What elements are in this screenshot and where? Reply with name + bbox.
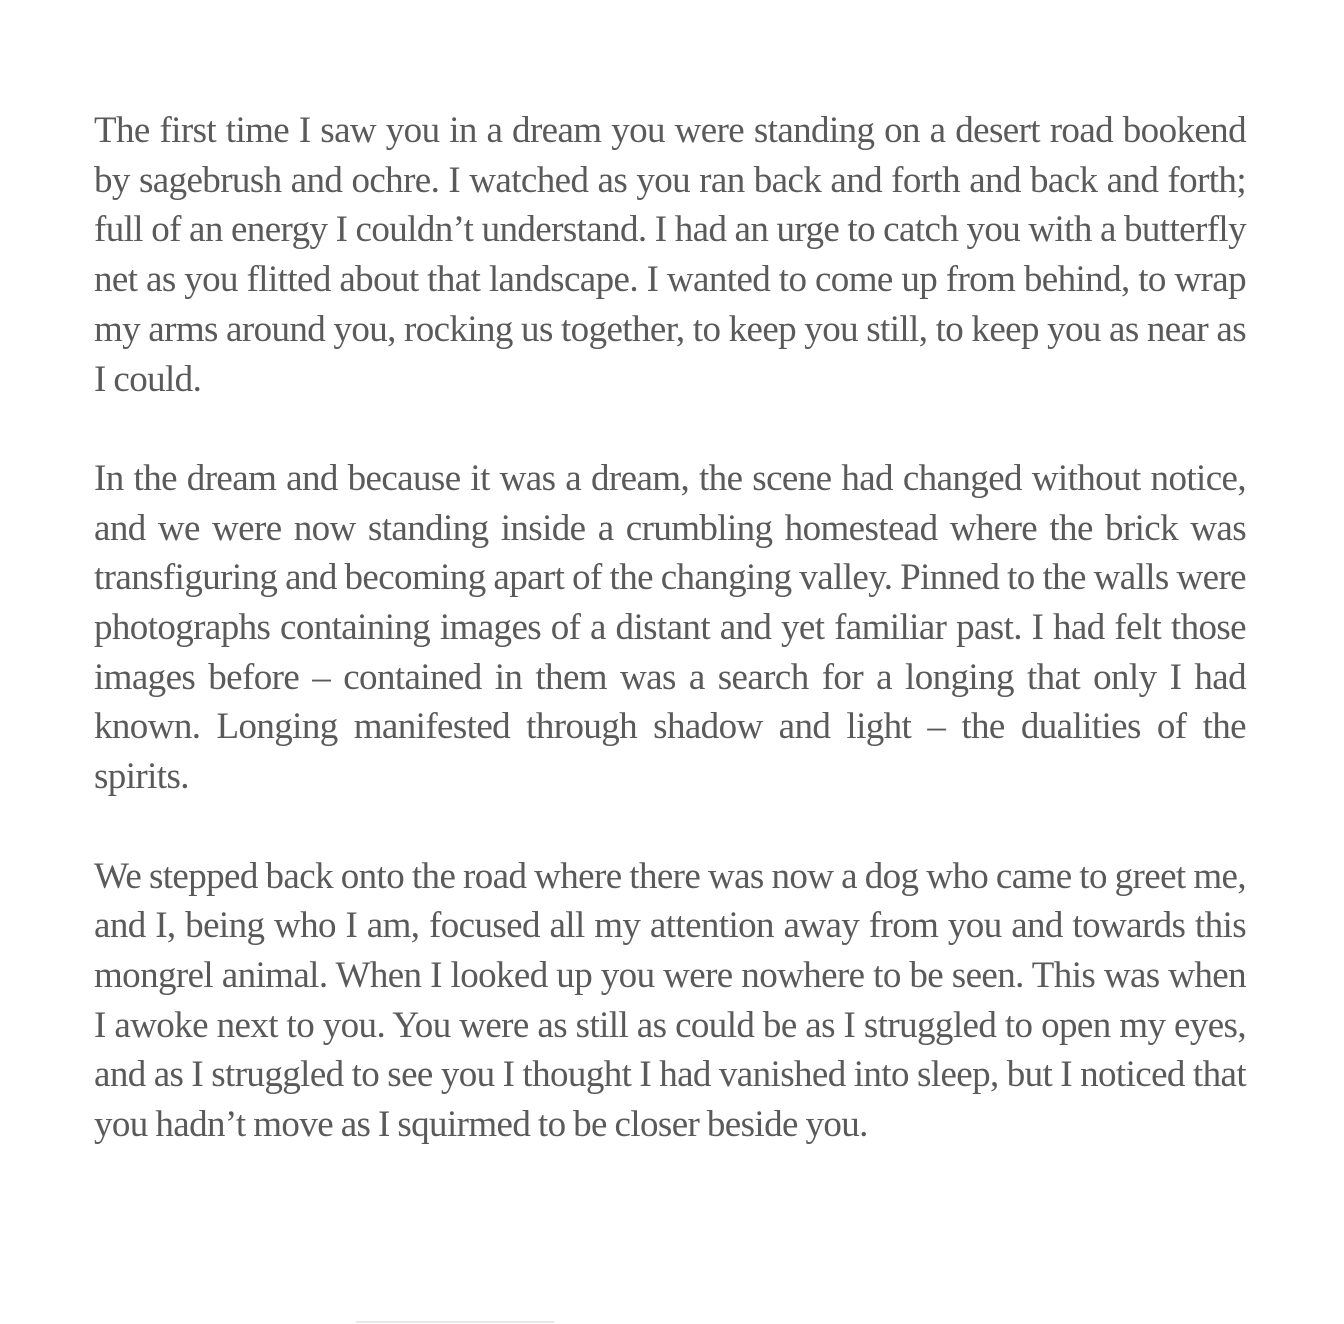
paragraph-2: In the dream and because it was a dream, the scene had changed without notice, and we were now standing inside a crumbling homestead where the brick was transfiguring and becoming apart of the changing valley. Pinned to the walls were photographs containing images of a distant and yet familiar past. I had felt those images before – contained in them was a search for a longing that only I had known. Longing manifested through shadow and light – the dualities of the spirits.	[94, 457, 1246, 798]
document-body	[94, 106, 1246, 1150]
bottom-divider	[356, 1321, 554, 1323]
paragraph-3: We stepped back onto the road where there was now a dog who came to greet me, and I, being who I am, focused all my attention away from you and towards this mongrel animal. When I looked up you were nowhere to be seen. This was when I awoke next to you. You were as still as could be as I struggled to open my eyes, and as I struggled to see you I thought I had vanished into sleep, but I noticed that you hadn’t move as I squirmed to be closer beside you.	[94, 855, 1246, 1146]
paragraph-1: The first time I saw you in a dream you were standing on a desert road bookend by sagebrush and ochre. I watched as you ran back and forth and back and forth; full of an energy I couldn’t understand. I had an urge to catch you with a butterfly net as you flitted about that landscape. I wanted to come up from behind, to wrap my arms around you, rocking us together, to keep you still, to keep you as near as I could.	[94, 110, 1246, 400]
